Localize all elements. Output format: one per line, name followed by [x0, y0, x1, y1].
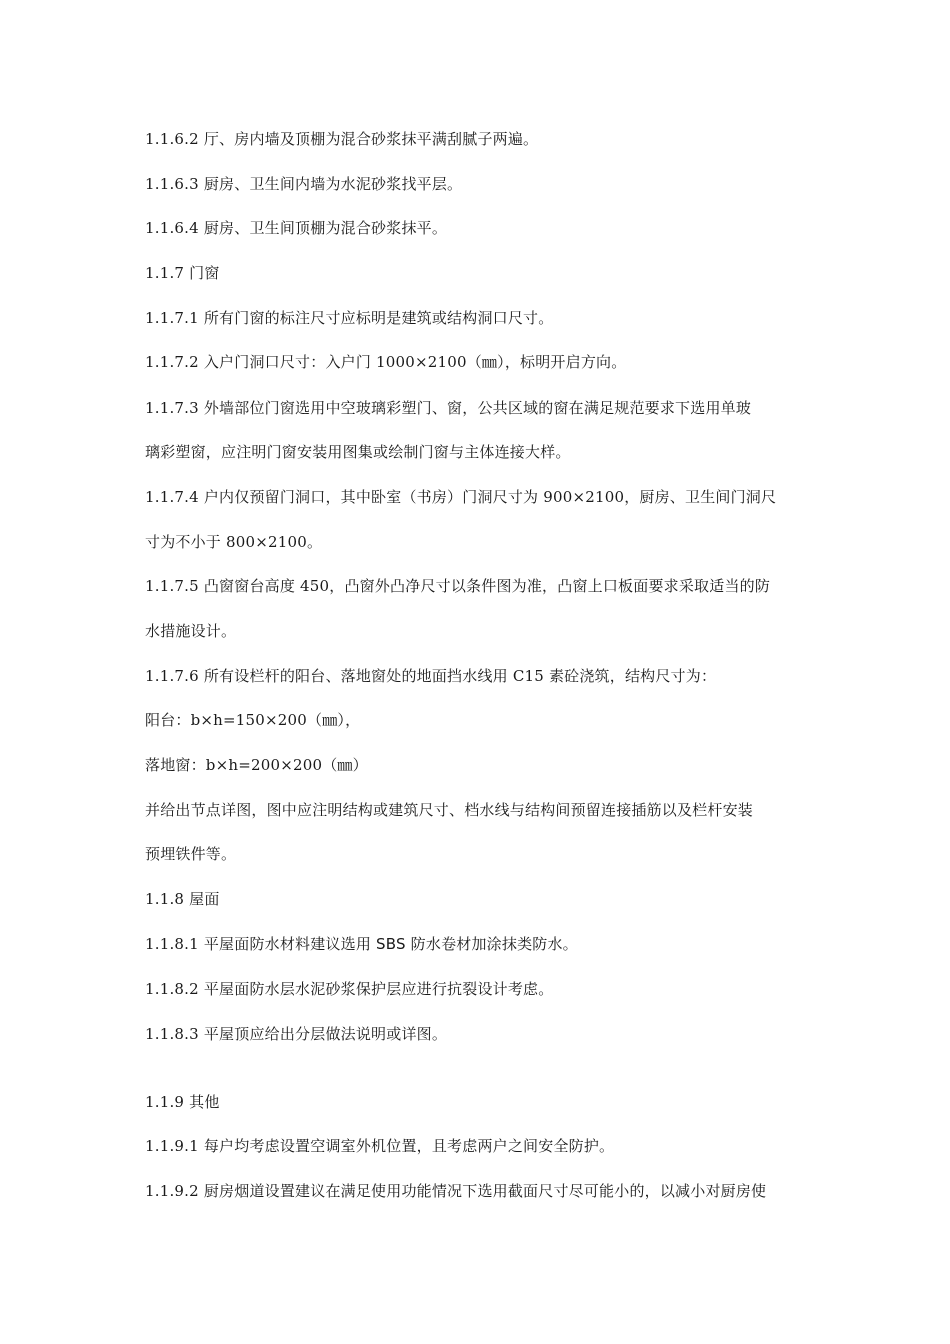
heading-1-1-7: 1.1.7 门窗 [145, 264, 220, 282]
paragraph-1-1-6-3: 1.1.6.3 厨房、卫生间内墙为水泥砂浆找平层。 [145, 175, 463, 193]
balcony-dimension: 阳台：b×h=150×200（㎜）， [145, 711, 361, 729]
paragraph-1-1-8-2: 1.1.8.2 平屋面防水层水泥砂浆保护层应进行抗裂设计考虑。 [145, 980, 554, 998]
floor-window-dimension: 落地窗：b×h=200×200（㎜） [145, 756, 368, 774]
paragraph-1-1-7-4-line-2: 寸为不小于 800×2100。 [145, 533, 323, 551]
paragraph-1-1-7-3-line-1: 1.1.7.3 外墙部位门窗选用中空玻璃彩塑门、窗，公共区域的窗在满足规范要求下选用单玻 [145, 399, 752, 417]
paragraph-1-1-6-4: 1.1.6.4 厨房、卫生间顶棚为混合砂浆抹平。 [145, 219, 448, 237]
paragraph-1-1-8-1 [145, 932, 825, 956]
heading-1-1-8: 1.1.8 屋面 [145, 890, 220, 908]
paragraph-1-1-7-1: 1.1.7.1 所有门窗的标注尺寸应标明是建筑或结构洞口尺寸。 [145, 309, 554, 327]
paragraph-1-1-9-2: 1.1.9.2 厨房烟道设置建议在满足使用功能情况下选用截面尺寸尽可能小的，以减小对厨房使 [145, 1182, 767, 1200]
paragraph-1-1-9-1: 1.1.9.1 每户均考虑设置空调室外机位置，且考虑两户之间安全防护。 [145, 1137, 615, 1155]
paragraph-1-1-6-2: 1.1.6.2 厅、房内墙及顶棚为混合砂浆抹平满刮腻子两遍。 [145, 130, 539, 148]
paragraph-1-1-7-6: 1.1.7.6 所有设栏杆的阳台、落地窗处的地面挡水线用 C15 素砼浇筑，结构尺寸为： [145, 667, 717, 685]
detail-note-line-1: 并给出节点详图，图中应注明结构或建筑尺寸、档水线与结构间预留连接插筋以及栏杆安装 [145, 801, 754, 819]
sbs-term: SBS [376, 935, 406, 953]
detail-note-line-2: 预埋铁件等。 [145, 845, 237, 863]
paragraph-1-1-7-4-line-1: 1.1.7.4 户内仅预留门洞口，其中卧室（书房）门洞尺寸为 900×2100，厨房、卫生间门洞尺 [145, 488, 777, 506]
paragraph-1-1-8-1-suffix: 防水卷材加涂抹类防水。 [410, 935, 578, 953]
paragraph-1-1-7-5-line-2: 水措施设计。 [145, 622, 237, 640]
paragraph-1-1-8-3: 1.1.8.3 平屋顶应给出分层做法说明或详图。 [145, 1025, 448, 1043]
heading-1-1-9: 1.1.9 其他 [145, 1093, 220, 1111]
paragraph-1-1-7-5-line-1: 1.1.7.5 凸窗窗台高度 450，凸窗外凸净尺寸以条件图为准，凸窗上口板面要求采取适当的防 [145, 577, 771, 595]
paragraph-1-1-7-3-line-2: 璃彩塑窗，应注明门窗安装用图集或绘制门窗与主体连接大样。 [145, 443, 571, 461]
paragraph-1-1-8-1-prefix: 1.1.8.1 平屋面防水材料建议选用 [145, 935, 372, 953]
paragraph-1-1-7-2: 1.1.7.2 入户门洞口尺寸：入户门 1000×2100（㎜），标明开启方向。 [145, 353, 627, 371]
